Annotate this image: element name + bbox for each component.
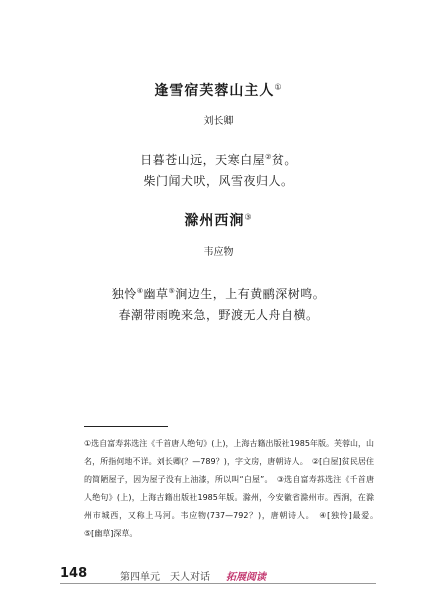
- footnotes: ①选自富寿荪选注《千首唐人绝句》(上)，上海古籍出版社1985年版。芙蓉山，山名，所指何地不详。刘长卿(？—789？)，字文房，唐朝诗人。 ②[白屋]贫民居住的简陋屋子，因为屋子没有上油漆，所以叫“白屋”。 ③选自富寿荪选注《千首唐人绝句》(上)，上海古籍出版社1985年版。滁州，今安徽省滁州市。西涧，在滁州市城西，又称上马河。韦应物(737—792？)，唐朝诗人。 ④[独怜]最爱。 ⑤[幽草]深草。: [84, 439, 382, 538]
- poem2-line-2: 春潮带雨晚来急，野渡无人舟自横。: [118, 308, 319, 322]
- page-number: 148: [60, 566, 88, 581]
- unit-label: 第四单元 天人对话: [120, 572, 210, 583]
- footnote-rule: [84, 426, 168, 427]
- poem1-title-note-mark: ①: [274, 82, 283, 92]
- section-label: 拓展阅读: [226, 572, 266, 583]
- poem2-title-note-mark: ③: [244, 212, 253, 222]
- footer-divider: [60, 583, 376, 584]
- poem1-line-2: 柴门闻犬吠，风雪夜归人。: [143, 174, 294, 188]
- page-footer: [0, 566, 437, 586]
- poem2-line-1: 独怜④幽草⑤涧边生，上有黄鹂深树鸣。: [111, 287, 326, 301]
- poem2-title: 滁州西涧③: [184, 212, 253, 229]
- poem1-title: 逢雪宿芙蓉山主人①: [154, 82, 283, 99]
- poem2-author: 韦应物: [203, 247, 234, 258]
- poem1-author: 刘长卿: [203, 116, 234, 127]
- poem1-line-1: 日暮苍山远，天寒白屋②贫。: [140, 153, 297, 167]
